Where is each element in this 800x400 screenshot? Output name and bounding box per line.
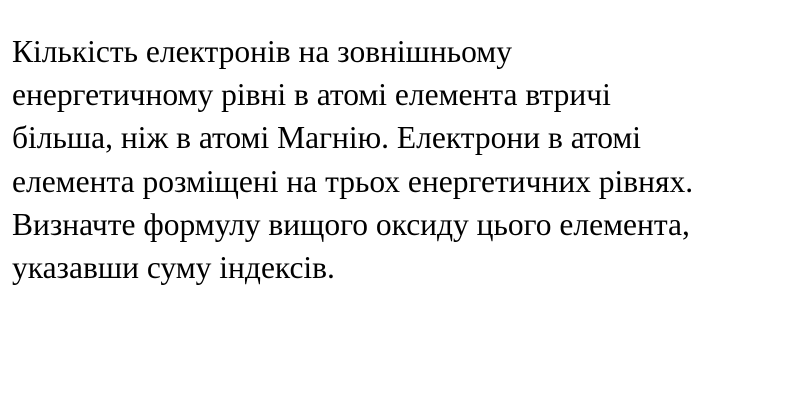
question-line: Кількість електронів на зовнішньому <box>12 34 512 69</box>
question-line: елемента розміщені на трьох енергетичних рівнях. <box>12 163 694 199</box>
question-text <box>12 30 693 289</box>
question-line: Визначте формулу вищого оксиду цього елемента, <box>12 206 690 242</box>
question-line: указавши суму індексів. <box>12 250 335 286</box>
question-line: енергетичному рівні в атомі елемента втричі <box>12 77 611 113</box>
question-line: більша, ніж в атомі Магнію. Електрони в атомі <box>12 120 642 156</box>
